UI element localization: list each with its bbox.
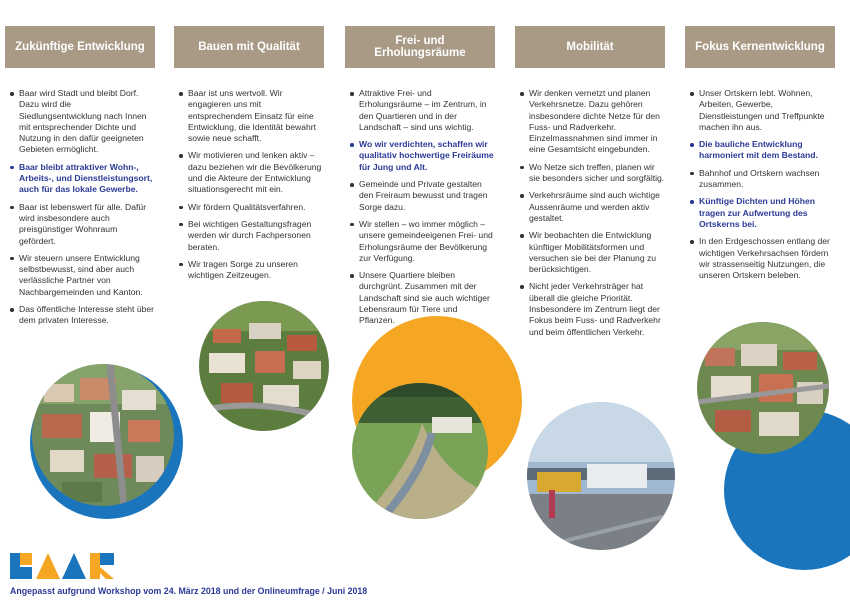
bullet-item: Das öffentliche Interesse steht über dem privaten Interesse. — [9, 304, 155, 327]
bullet-list — [685, 88, 835, 281]
bullet-item: Wir steuern unsere Entwicklung selbstbewusst, sind aber auch verlässliche Partner von Nachbargemeinden und Kanton. — [9, 253, 155, 298]
column-header: Mobilität — [515, 26, 665, 68]
bullet-item: Wir fördern Qualitätsverfahren. — [178, 202, 324, 213]
bullet-item: Attraktive Frei- und Erholungsräume – im Zentrum, in den Quartieren und in der Landschaft – sind uns wichtig. — [349, 88, 495, 133]
bullet-item: Unser Ortskern lebt. Wohnen, Arbeiten, Gewerbe, Dienstleistungen und Treffpunkte machen ihn aus. — [689, 88, 835, 133]
footer-note: Angepasst aufgrund Workshop vom 24. März 2018 und der Onlineumfrage / Juni 2018 — [10, 586, 368, 596]
aerial-photo-town-1 — [32, 364, 174, 506]
bullet-item: Bahnhof und Ortskern wachsen zusammen. — [689, 168, 835, 191]
column-header: Fokus Kernentwicklung — [685, 26, 835, 68]
bullet-item: Wir stellen – wo immer möglich – unsere gemeindeeigenen Frei- und Erholungsräume der Bevölkerung zur Verfügung. — [349, 219, 495, 264]
bullet-item: Nicht jeder Verkehrsträger hat überall die gleiche Priorität. Insbesondere im Zentrum liegt der Fokus beim Fuss- und Radverkehr und beim öffentlichen Verkehr. — [519, 281, 665, 337]
bullet-item: In den Erdgeschossen entlang der wichtigen Verkehrsachsen fördern wir strassenseitig Nutzungen, die unseren Ortskern beleben. — [689, 236, 835, 281]
column-bauen-mit-qualitaet — [174, 26, 324, 287]
bullet-item: Unsere Quartiere bleiben durchgrünt. Zusammen mit der Landschaft sind sie auch wichtiger Lebensraum für Tiere und Pflanzen. — [349, 270, 495, 326]
bullet-item: Baar ist uns wertvoll. Wir engagieren uns mit entsprechendem Einsatz für eine Entwicklung, die Identität bewahrt sowie neue schafft. — [178, 88, 324, 144]
baar-logo — [10, 553, 114, 579]
bullet-item: Wir denken vernetzt und planen Verkehrsnetze. Dazu gehören insbesondere dichte Netze für den Fuss- und Radverkehr. Einzelmassnahmen sind immer in eine Gesamtsicht eingebunden. — [519, 88, 665, 156]
bullet-item: Verkehrsräume sind auch wichtige Aussenräume und werden aktiv gestaltet. — [519, 190, 665, 224]
column-frei-und-erholungsraeume — [345, 26, 495, 333]
bullet-item: Gemeinde und Private gestalten den Freiraum bewusst und tragen Sorge dazu. — [349, 179, 495, 213]
bullet-item: Baar wird Stadt und bleibt Dorf. Dazu wird die Siedlungsentwicklung nach Innen mit entsprechender Dichte und Nutzung in den dafür geeigneten Gebieten ermöglicht. — [9, 88, 155, 156]
bullet-item: Wir motivieren und lenken aktiv – dazu beziehen wir die Bevölkerung und die Akteure der Entwicklung situationsgerecht mit ein. — [178, 150, 324, 195]
bullet-list — [345, 88, 495, 327]
column-header: Zukünftige Entwicklung — [5, 26, 155, 68]
bullet-item-highlight: Künftige Dichten und Höhen tragen zur Aufwertung des Ortskerns bei. — [689, 196, 835, 230]
bullet-list — [515, 88, 665, 338]
aerial-photo-town-core — [697, 322, 829, 454]
column-mobilitaet — [515, 26, 665, 344]
landscape-photo-river — [352, 383, 488, 519]
column-zukuenftige-entwicklung — [5, 26, 155, 333]
bullet-item-highlight: Die bauliche Entwicklung harmoniert mit dem Bestand. — [689, 139, 835, 162]
bullet-item: Wir beobachten die Entwicklung künftiger Mobilitätsformen und versuchen sie bei der Planung zu berücksichtigen. — [519, 230, 665, 275]
bullet-list — [174, 88, 324, 281]
bullet-item: Wo Netze sich treffen, planen wir sie besonders sicher und sorgfältig. — [519, 162, 665, 185]
bullet-list — [5, 88, 155, 327]
bullet-item-highlight: Wo wir verdichten, schaffen wir qualitativ hochwertige Freiräume für Jung und Alt. — [349, 139, 495, 173]
baar-logo-mark — [10, 553, 114, 579]
bullet-item: Bei wichtigen Gestaltungsfragen werden wir durch Fachpersonen beraten. — [178, 219, 324, 253]
column-fokus-kernentwicklung — [685, 26, 835, 287]
bullet-item-highlight: Baar bleibt attraktiver Wohn-, Arbeits-, und Dienstleistungsort, auch für das lokale Gewerbe. — [9, 162, 155, 196]
aerial-photo-town-2 — [199, 301, 329, 431]
column-header: Frei- und Erholungsräume — [345, 26, 495, 68]
photo-bus-station — [527, 402, 675, 550]
bullet-item: Wir tragen Sorge zu unseren wichtigen Zeitzeugen. — [178, 259, 324, 282]
column-header: Bauen mit Qualität — [174, 26, 324, 68]
bullet-item: Baar ist lebenswert für alle. Dafür wird insbesondere auch preisgünstiger Wohnraum gefördert. — [9, 202, 155, 247]
